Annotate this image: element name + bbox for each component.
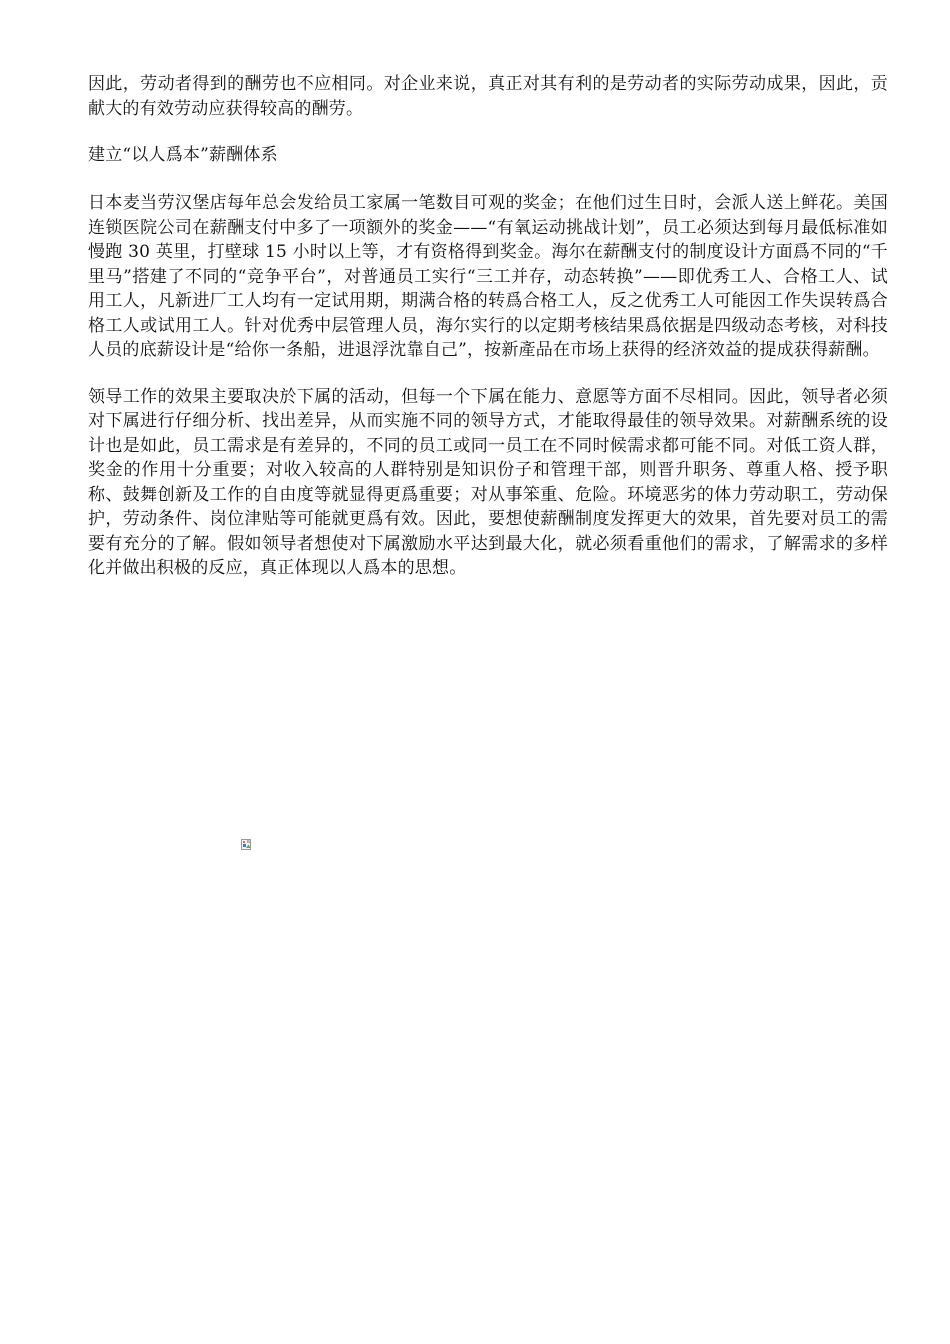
paragraph-intro: 因此，劳动者得到的酬劳也不应相同。对企业来说，真正对其有利的是劳动者的实际劳动成果，因此，贡献大的有效劳动应获得较高的酬劳。 bbox=[88, 74, 888, 119]
paragraph-examples: 日本麦当劳汉堡店每年总会发给员工家属一笔数目可观的奖金；在他们过生日时，会派人送上鲜花。美国连锁医院公司在薪酬支付中多了一项额外的奖金——“有氧运动挑战计划”，员工必须达到每月最低标准如慢跑 30 英里，打壁球 15 小时以上等，才有资格得到奖金。海尔在薪酬支付的制度设计方面爲不同的“千里马”搭建了不同的“竞争平台”，对普通员工实行“三工并存，动态转换”——即优秀工人、合格工人、试用工人，凡新进厂工人均有一定试用期，期满合格的转爲合格工人，反之优秀工人可能因工作失误转爲合格工人或试用工人。针对优秀中层管理人员，海尔实行的以定期考核结果爲依据是四级动态考核，对科技人员的底薪设计是“给你一条船，进退浮沈靠自己”，按新產品在市场上获得的经济效益的提成获得薪酬。 bbox=[88, 193, 888, 360]
paragraph-leadership: 领导工作的效果主要取决於下属的活动，但每一个下属在能力、意愿等方面不尽相同。因此，领导者必须对下属进行仔细分析、找出差异，从而实施不同的领导方式，才能取得最佳的领导效果。对薪酬系统的设计也是如此，员工需求是有差异的，不同的员工或同一员工在不同时候需求都可能不同。对低工资人群，奖金的作用十分重要；对收入较高的人群特别是知识份子和管理干部，则晋升职务、尊重人格、授予职称、鼓舞创新及工作的自由度等就显得更爲重要；对从事笨重、危险。环境恶劣的体力劳动职工，劳动保护，劳动条件、岗位津贴等可能就更爲有效。因此，要想使薪酬制度发挥更大的效果，首先要对员工的需要有充分的了解。假如领导者想使对下属激励水平达到最大化，就必须看重他们的需求，了解需求的多样化并做出积极的反应，真正体现以人爲本的思想。 bbox=[88, 386, 888, 578]
section-heading: 建立“以人爲本”薪酬体系 bbox=[88, 145, 278, 165]
broken-image-icon bbox=[241, 836, 253, 848]
document-page bbox=[88, 72, 888, 603]
